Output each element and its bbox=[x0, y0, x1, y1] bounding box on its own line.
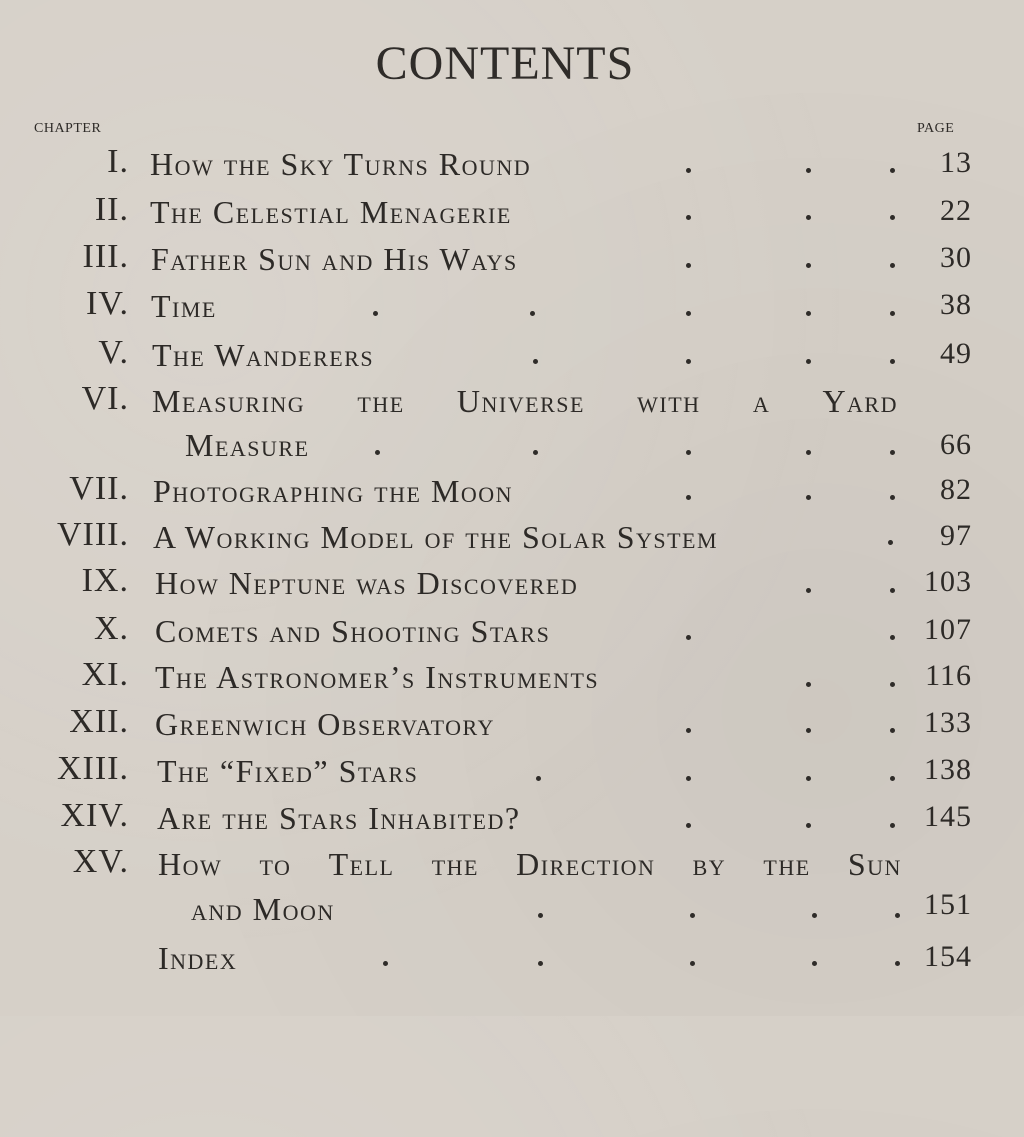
chapter-title-line-1[interactable] bbox=[158, 846, 902, 883]
chapter-numeral: XIV. bbox=[60, 797, 129, 834]
chapter-title[interactable]: Are the Stars Inhabited? bbox=[157, 800, 521, 836]
chapter-numeral: IV. bbox=[86, 285, 129, 322]
chapter-numeral: IX. bbox=[81, 562, 129, 599]
page-number: 82 bbox=[940, 473, 972, 506]
page-title: CONTENTS bbox=[375, 37, 635, 90]
toc-entry-13[interactable] bbox=[0, 750, 1024, 796]
chapter-title[interactable]: The Wanderers bbox=[152, 337, 375, 373]
chapter-numeral: VIII. bbox=[56, 516, 129, 553]
toc-entry-12[interactable] bbox=[0, 703, 1024, 749]
page-number: 133 bbox=[924, 706, 972, 739]
toc-entry-15[interactable] bbox=[0, 843, 1024, 935]
chapter-numeral: XI. bbox=[81, 656, 129, 693]
chapter-title[interactable]: Photographing the Moon bbox=[153, 473, 514, 509]
toc-entry-5[interactable] bbox=[0, 334, 1024, 380]
chapter-numeral: XV. bbox=[72, 843, 129, 880]
chapter-title[interactable]: The “Fixed” Stars bbox=[157, 753, 419, 789]
chapter-numeral: XIII. bbox=[56, 750, 129, 787]
page-number: 154 bbox=[924, 940, 972, 973]
page-number: 13 bbox=[940, 146, 972, 179]
chapter-title-line-2[interactable]: and Moon bbox=[191, 891, 335, 927]
page-number: 138 bbox=[924, 753, 972, 786]
page-number: 30 bbox=[940, 241, 972, 274]
page-number: 116 bbox=[925, 659, 972, 692]
title-word: to bbox=[259, 846, 292, 882]
chapter-title[interactable]: A Working Model of the Solar System bbox=[153, 519, 719, 555]
page-number: 107 bbox=[924, 613, 972, 646]
page-column-header: PAGE bbox=[917, 121, 955, 136]
page-number: 103 bbox=[924, 565, 972, 598]
chapter-numeral: VII. bbox=[69, 470, 129, 507]
chapter-numeral: III. bbox=[82, 238, 129, 275]
title-word: Tell bbox=[328, 846, 395, 882]
chapter-numeral: XII. bbox=[69, 703, 129, 740]
chapter-title[interactable]: Comets and Shooting Stars bbox=[155, 613, 551, 649]
toc-entry-4[interactable] bbox=[0, 285, 1024, 331]
chapter-numeral: V. bbox=[98, 334, 129, 371]
title-word: Sun bbox=[847, 846, 902, 882]
page-number: 97 bbox=[940, 519, 972, 552]
chapter-numeral: I. bbox=[107, 143, 129, 180]
toc-entry-index[interactable] bbox=[0, 937, 1024, 983]
chapter-column-header: CHAPTER bbox=[34, 121, 102, 136]
chapter-numeral: II. bbox=[94, 191, 129, 228]
toc-entry-2[interactable] bbox=[0, 191, 1024, 237]
chapter-title[interactable]: Father Sun and His Ways bbox=[151, 241, 518, 277]
chapter-title[interactable]: How Neptune was Discovered bbox=[155, 565, 579, 601]
page-number: 151 bbox=[924, 888, 972, 921]
title-word: Yard bbox=[822, 383, 898, 419]
title-word: the bbox=[357, 383, 405, 419]
page-number: 145 bbox=[924, 800, 972, 833]
title-word: How bbox=[158, 846, 223, 882]
chapter-numeral: VI. bbox=[81, 380, 129, 417]
toc-entry-9[interactable] bbox=[0, 562, 1024, 608]
title-word: the bbox=[431, 846, 479, 882]
toc-entry-14[interactable] bbox=[0, 797, 1024, 843]
title-word: the bbox=[763, 846, 811, 882]
chapter-title[interactable]: The Celestial Menagerie bbox=[150, 194, 512, 230]
chapter-title[interactable]: Time bbox=[151, 288, 217, 324]
title-word: Measuring bbox=[152, 383, 306, 419]
index-title[interactable]: Index bbox=[158, 940, 238, 976]
chapter-title[interactable]: The Astronomer’s Instruments bbox=[155, 659, 600, 695]
title-word: with bbox=[637, 383, 701, 419]
chapter-title-line-2[interactable]: Measure bbox=[185, 427, 310, 463]
toc-entry-8[interactable] bbox=[0, 516, 1024, 562]
chapter-title-line-1[interactable] bbox=[152, 383, 898, 420]
toc-entry-10[interactable] bbox=[0, 610, 1024, 656]
toc-entry-7[interactable] bbox=[0, 470, 1024, 516]
chapter-title[interactable]: How the Sky Turns Round bbox=[150, 146, 532, 182]
title-word: a bbox=[752, 383, 771, 419]
toc-entry-3[interactable] bbox=[0, 238, 1024, 284]
chapter-numeral: X. bbox=[93, 610, 129, 647]
chapter-title[interactable]: Greenwich Observatory bbox=[155, 706, 495, 742]
toc-entry-6[interactable] bbox=[0, 380, 1024, 472]
toc-entry-1[interactable] bbox=[0, 143, 1024, 189]
title-word: by bbox=[692, 846, 727, 882]
toc-entry-11[interactable] bbox=[0, 656, 1024, 702]
title-word: Direction bbox=[516, 846, 656, 882]
page-number: 22 bbox=[940, 194, 972, 227]
page-number: 38 bbox=[940, 288, 972, 321]
page-number: 66 bbox=[940, 428, 972, 461]
page-number: 49 bbox=[940, 337, 972, 370]
title-word: Universe bbox=[456, 383, 585, 419]
